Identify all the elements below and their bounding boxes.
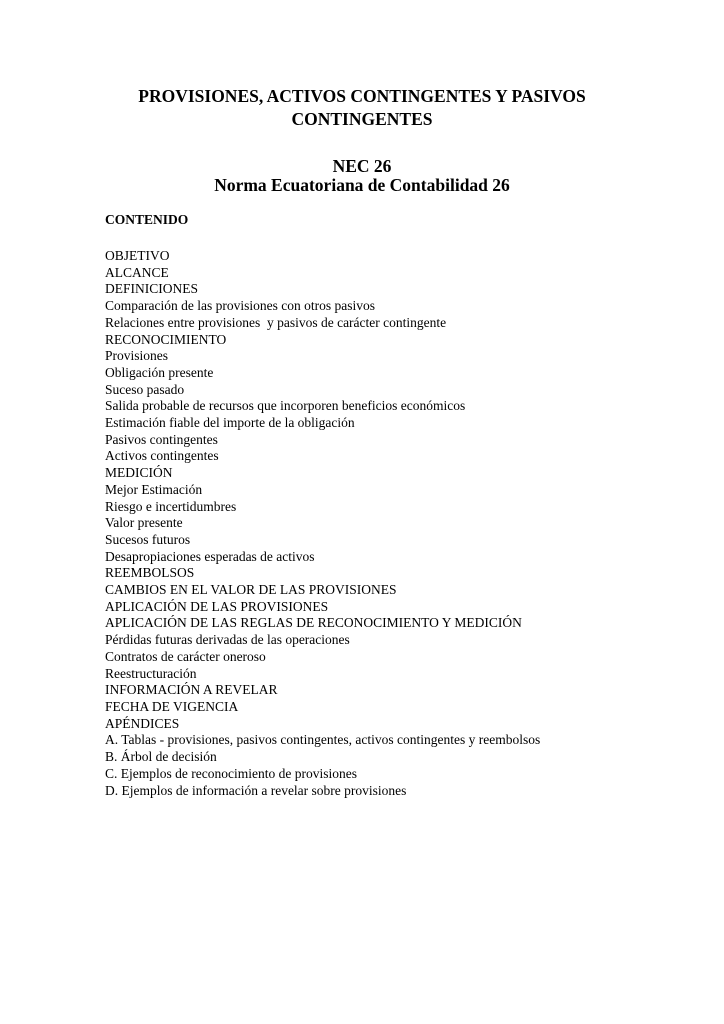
toc-item: Estimación fiable del importe de la obligación <box>105 415 355 431</box>
toc-item: APÉNDICES <box>105 715 180 731</box>
toc-item: RECONOCIMIENTO <box>105 331 227 347</box>
contents-heading: CONTENIDO <box>105 212 189 227</box>
toc-item: Provisiones <box>105 348 169 364</box>
toc-item: A. Tablas - provisiones, pasivos contingentes, activos contingentes y reembolsos <box>105 732 541 748</box>
document-title: PROVISIONES, ACTIVOS CONTINGENTES Y PASIVOS CONTINGENTES <box>138 86 586 129</box>
toc-item: FECHA DE VIGENCIA <box>105 698 239 714</box>
toc-item: C. Ejemplos de reconocimiento de provisiones <box>105 765 357 781</box>
toc-item: DEFINICIONES <box>105 281 198 297</box>
toc-item: Contratos de carácter oneroso <box>105 648 266 664</box>
toc-item: D. Ejemplos de información a revelar sobre provisiones <box>105 782 407 798</box>
standard-code: NEC 26 <box>332 156 392 176</box>
toc-item: CAMBIOS EN EL VALOR DE LAS PROVISIONES <box>105 582 397 598</box>
toc-item: Pérdidas futuras derivadas de las operaciones <box>105 632 350 648</box>
toc-item: Sucesos futuros <box>105 531 191 547</box>
toc-item: MEDICIÓN <box>105 465 173 481</box>
toc-item: INFORMACIÓN A REVELAR <box>105 682 278 698</box>
toc-item: Relaciones entre provisiones y pasivos de carácter contingente <box>105 314 447 330</box>
toc-item: REEMBOLSOS <box>105 565 195 581</box>
toc-item: Suceso pasado <box>105 381 185 397</box>
toc-item: Riesgo e incertidumbres <box>105 498 237 514</box>
toc-item: Obligación presente <box>105 364 214 380</box>
standard-name: Norma Ecuatoriana de Contabilidad 26 <box>214 175 510 195</box>
toc-item: Salida probable de recursos que incorporen beneficios económicos <box>105 398 466 414</box>
document-subtitle <box>105 157 619 195</box>
toc-item: Activos contingentes <box>105 448 219 464</box>
toc-item: Reestructuración <box>105 665 197 681</box>
toc-item: Valor presente <box>105 515 183 531</box>
toc-item: Pasivos contingentes <box>105 431 218 447</box>
toc-item: OBJETIVO <box>105 248 170 263</box>
toc-list <box>105 248 619 799</box>
toc-item: Mejor Estimación <box>105 481 203 497</box>
toc-item: APLICACIÓN DE LAS REGLAS DE RECONOCIMIENTO Y MEDICIÓN <box>105 615 522 631</box>
toc-item: APLICACIÓN DE LAS PROVISIONES <box>105 598 329 614</box>
toc-item: B. Árbol de decisión <box>105 749 217 765</box>
toc-item: Desapropiaciones esperadas de activos <box>105 548 315 564</box>
toc-item: ALCANCE <box>105 264 169 280</box>
toc-item: Comparación de las provisiones con otros pasivos <box>105 298 375 314</box>
